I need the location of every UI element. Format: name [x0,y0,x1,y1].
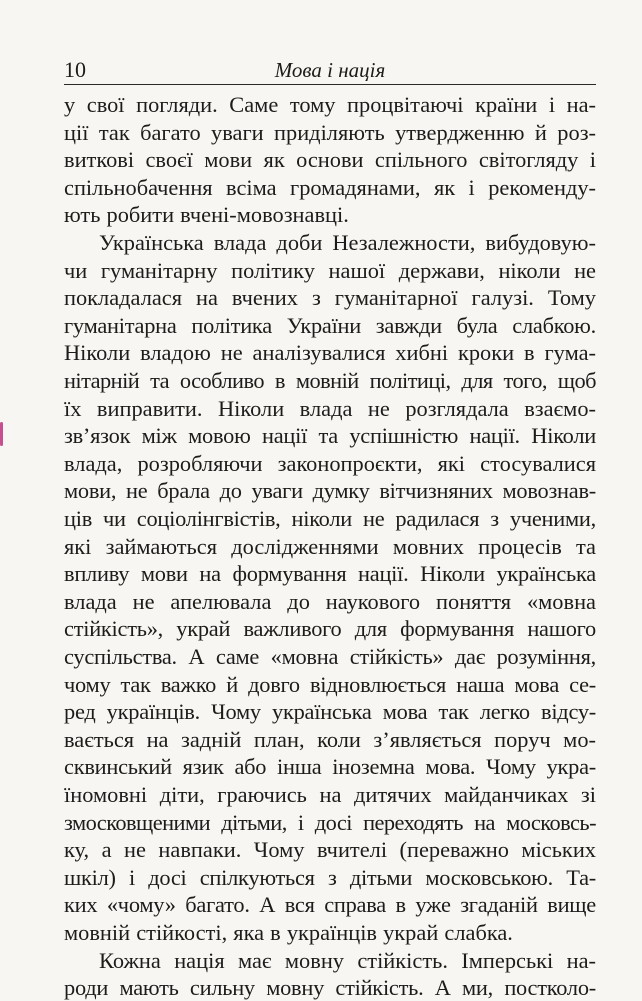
text-line: чому так важко й довго відновлюється наша мова се- [64,671,596,697]
text-line: нітарній та особливо в мовній політиці, для того, щоб [64,368,596,393]
text-line: влада не апелювала до наукового поняття «мовна [64,588,596,614]
text-line: покладалася на вчених з гуманітарної галузі. Тому [64,285,596,311]
text-line: зв’язок між мовою нації та успішністю нації. Ніколи [64,423,596,449]
text-line: Ніколи владою не аналізувалися хибні кроки в гума- [64,340,596,366]
running-title: Мова і нація [274,58,386,82]
text-line: ють робити вчені-мовознавці. [64,202,349,228]
text-line: у свої погляди. Саме тому процвітаючі країни і на- [64,92,596,117]
text-line: ких «чому» багато. А вся справа в уже згаданій вище [64,892,596,918]
text-line: чи гуманітарну політику нашої держави, ніколи не [64,257,596,283]
text-line: спільнобачення всіма громадянами, як і рекоменду- [64,174,596,200]
text-line: виткові своєї мови як основи спільного світогляду і [64,147,596,173]
text-line: сквинський язик або інша іноземна мова. Чому укра- [64,754,596,780]
margin-mark [0,422,3,446]
text-line: гуманітарна політика України завжди була слабкою. [64,312,596,338]
text-line: впливу мови на формування нації. Ніколи українська [64,561,596,587]
text-line: ку, а не навпаки. Чому вчителі (переважно міських [64,837,596,863]
text-line: їх виправити. Ніколи влада не розглядала взаємо- [64,395,596,421]
text-line: роди мають сильну мовну стійкість. А ми, постколо- [64,975,596,1001]
text-line: стійкість», украй важливого для формування нашого [64,616,596,642]
text-line: влада, розробляючи законопроєкти, які стосувалися [64,450,596,476]
text-line: які займаються дослідженнями мовних процесів та [64,533,596,559]
text-line: шкіл) і досі спілкуються з дітьми московською. Та- [64,864,596,890]
text-line: мови, не брала до уваги думку вітчизняних мовознав- [64,478,596,504]
text-line: змосковщеними дітьми, і досі переходять на московсь- [64,809,596,835]
text-line: вається на задній план, коли з’являється поруч мо- [64,726,596,752]
page-number: 10 [64,57,86,82]
text-line: суспільства. А саме «мовна стійкість» дає розуміння, [64,644,596,669]
text-line: ців чи соціолінгвістів, ніколи не радилася з ученими, [64,506,596,531]
text-line: ції так багато уваги приділяють утвердженню й роз- [64,119,596,145]
text-line: ред українців. Чому українська мова так легко відсу- [64,699,596,725]
text-line: їномовні діти, граючись на дитячих майданчиках зі [64,782,596,807]
page-header [64,54,596,85]
text-line: мовній стійкості, яка в українців украй слабка. [64,920,513,945]
paragraph-first-line: Українська влада доби Незалежности, вибудовую- [99,230,596,255]
paragraph-first-line: Кожна нація має мовну стійкість. Імперські на- [99,947,596,973]
